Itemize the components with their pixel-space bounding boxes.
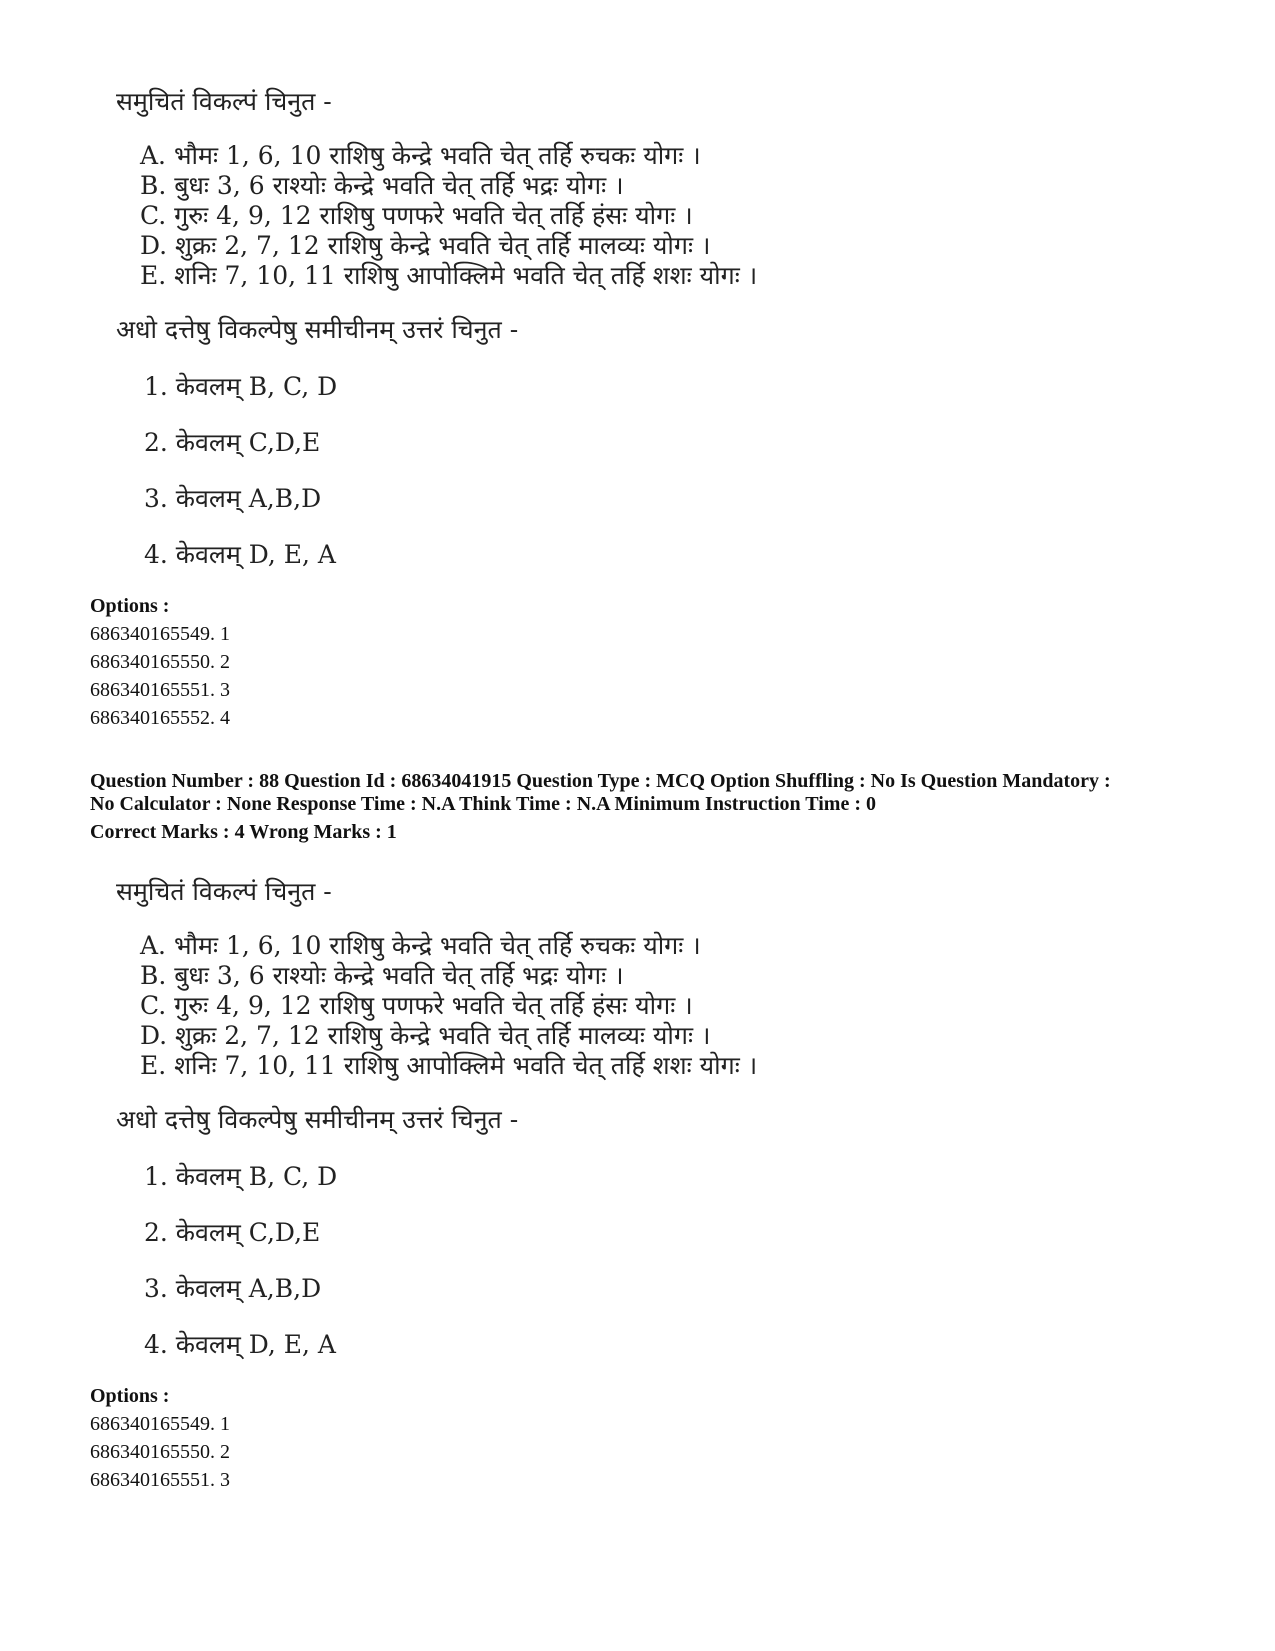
option-item: 686340165552. 4 xyxy=(90,707,230,729)
option-item: 686340165549. 1 xyxy=(90,623,230,645)
statement-b: B. बुधः 3, 6 राश्योः केन्द्रे भवति चेत् तर्हि भद्रः योगः । xyxy=(140,961,624,990)
statement-c: C. गुरुः 4, 9, 12 राशिषु पणफरे भवति चेत् तर्हि हंसः योगः । xyxy=(140,991,693,1020)
question-instruction: समुचितं विकल्पं चिनुत - xyxy=(116,87,332,116)
question-prompt: अधो दत्तेषु विकल्पेषु समीचीनम् उत्तरं चिनुत - xyxy=(116,1105,519,1134)
question-meta-line1: Question Number : 88 Question Id : 68634041915 Question Type : MCQ Option Shuffling : No Is Question Mandatory : xyxy=(90,770,1111,792)
statement-a: A. भौमः 1, 6, 10 राशिषु केन्द्रे भवति चेत् तर्हि रुचकः योगः । xyxy=(140,931,701,960)
statement-a: A. भौमः 1, 6, 10 राशिषु केन्द्रे भवति चेत् तर्हि रुचकः योगः । xyxy=(140,141,701,170)
statement-d: D. शुक्रः 2, 7, 12 राशिषु केन्द्रे भवति चेत् तर्हि मालव्यः योगः । xyxy=(140,1021,711,1050)
choice-4: 4. केवलम् D, E, A xyxy=(144,1330,336,1359)
option-item: 686340165550. 2 xyxy=(90,1441,230,1463)
choice-1: 1. केवलम् B, C, D xyxy=(144,1162,338,1191)
statement-e: E. शनिः 7, 10, 11 राशिषु आपोक्लिमे भवति चेत् तर्हि शशः योगः । xyxy=(140,261,758,290)
options-label: Options : xyxy=(90,595,170,617)
choice-4: 4. केवलम् D, E, A xyxy=(144,540,336,569)
statement-d: D. शुक्रः 2, 7, 12 राशिषु केन्द्रे भवति चेत् तर्हि मालव्यः योगः । xyxy=(140,231,711,260)
question-instruction: समुचितं विकल्पं चिनुत - xyxy=(116,877,332,906)
question-prompt: अधो दत्तेषु विकल्पेषु समीचीनम् उत्तरं चिनुत - xyxy=(116,315,519,344)
choice-2: 2. केवलम् C,D,E xyxy=(144,428,321,457)
choice-3: 3. केवलम् A,B,D xyxy=(144,484,322,513)
statement-b: B. बुधः 3, 6 राश्योः केन्द्रे भवति चेत् तर्हि भद्रः योगः । xyxy=(140,171,624,200)
options-label: Options : xyxy=(90,1385,170,1407)
choice-2: 2. केवलम् C,D,E xyxy=(144,1218,321,1247)
option-item: 686340165551. 3 xyxy=(90,679,230,701)
option-item: 686340165551. 3 xyxy=(90,1469,230,1491)
statement-c: C. गुरुः 4, 9, 12 राशिषु पणफरे भवति चेत् तर्हि हंसः योगः । xyxy=(140,201,693,230)
option-item: 686340165549. 1 xyxy=(90,1413,230,1435)
question-meta-line2: No Calculator : None Response Time : N.A Think Time : N.A Minimum Instruction Time : 0 xyxy=(90,793,876,815)
choice-1: 1. केवलम् B, C, D xyxy=(144,372,338,401)
choice-3: 3. केवलम् A,B,D xyxy=(144,1274,322,1303)
statement-e: E. शनिः 7, 10, 11 राशिषु आपोक्लिमे भवति चेत् तर्हि शशः योगः । xyxy=(140,1051,758,1080)
question-marks: Correct Marks : 4 Wrong Marks : 1 xyxy=(90,821,397,843)
option-item: 686340165550. 2 xyxy=(90,651,230,673)
